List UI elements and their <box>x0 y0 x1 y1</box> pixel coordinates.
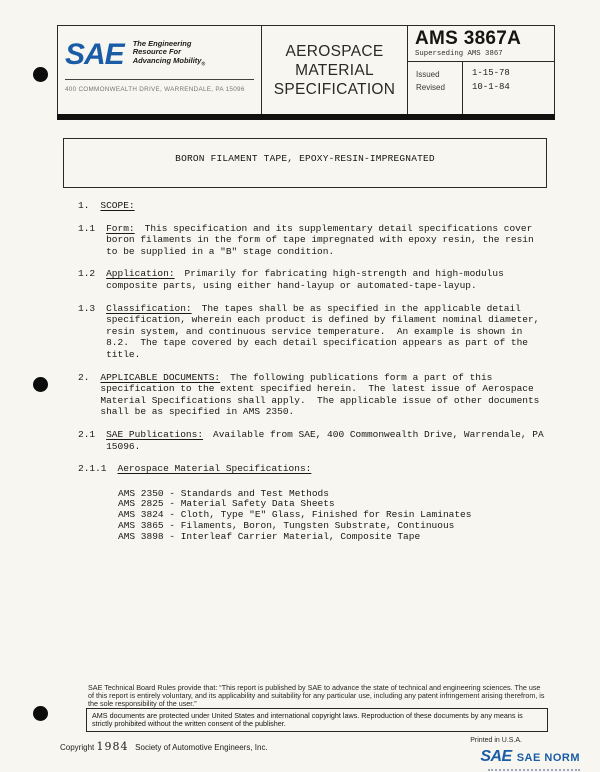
section-2-1-1 <box>78 463 546 475</box>
section-heading: Classification: <box>106 302 192 314</box>
copyright-owner: Society of Automotive Engineers, Inc. <box>135 743 268 752</box>
specification-type-title: AEROSPACE MATERIAL SPECIFICATION <box>273 42 396 98</box>
sae-norm-logo-row <box>480 748 580 766</box>
section-content <box>100 200 144 212</box>
punch-hole-bottom <box>33 706 48 721</box>
ams-list-item: AMS 3865 - Filaments, Boron, Tungsten Substrate, Continuous <box>118 520 455 532</box>
section-content <box>106 428 550 452</box>
section-1-1 <box>78 223 546 258</box>
issued-label: Issued <box>416 70 440 79</box>
ams-list-item: AMS 3824 - Cloth, Type "E" Glass, Finished for Resin Laminates <box>118 509 472 521</box>
document-header <box>57 25 555 114</box>
issued-date: 1-15-78 <box>472 68 510 78</box>
superseding-note: Superseding AMS 3867 <box>415 50 503 58</box>
publisher-logo-row <box>65 30 254 80</box>
section-content <box>106 223 546 258</box>
punch-hole-top <box>33 67 48 82</box>
section-text: This specification and its supplementary detail specifications cover boron filaments in the form of tape impregnated with epoxy resin, the resin to be supplied in a "B" stage condition. <box>106 222 540 257</box>
sae-norm-logo-text: SAE NORM <box>516 752 580 764</box>
sae-norm-logo-subline <box>488 768 580 771</box>
doc-number: AMS 3867A <box>415 28 522 49</box>
ams-list-item: AMS 2825 - Material Safety Data Sheets <box>118 498 335 510</box>
issue-dates <box>462 62 554 114</box>
revised-date: 10-1-84 <box>472 81 510 92</box>
section-text: The following publications form a part of this specification to the extent specified herein. The latest issue of Aerospace Material Specifications shall apply. The applicable issue of other documents shall be as specified in AMS 2350. <box>100 371 546 418</box>
doc-number-block <box>408 26 554 62</box>
sae-norm-logo-mark: SAE <box>480 748 512 765</box>
section-content <box>106 303 546 361</box>
section-number: 1.3 <box>78 302 96 314</box>
section-number: 1.2 <box>78 268 96 280</box>
section-1-3 <box>78 303 546 361</box>
revised-label: Revised <box>416 83 445 92</box>
section-text: Primarily for fabricating high-strength and high-modulus composite parts, using either hand-layup or automated-tape-layup. <box>106 268 510 291</box>
section-heading: Aerospace Material Specifications: <box>117 463 312 475</box>
section-heading: SAE Publications: <box>106 428 204 440</box>
section-1-2 <box>78 268 546 291</box>
copyright-notice-box: AMS documents are protected under United States and international copyright laws. Reproduction of these documents by any means is strictly prohibited without the written consent of the publisher. <box>86 708 548 732</box>
tagline-line-2: Resource For <box>132 47 182 57</box>
section-heading: Application: <box>106 268 175 280</box>
section-content <box>106 268 546 291</box>
sae-logo: SAE <box>65 37 124 71</box>
punch-hole-middle <box>33 377 48 392</box>
header-rule-bar <box>57 114 555 120</box>
section-heading: APPLICABLE DOCUMENTS: <box>100 371 221 383</box>
copyright-line <box>60 740 268 753</box>
ams-list-item: AMS 3898 - Interleaf Carrier Material, Composite Tape <box>118 530 421 542</box>
section-number: 1.1 <box>78 222 96 234</box>
section-text: The tapes shall be as specified in the applicable detail specification, wherein each product is defined by filament nominal diameter, resin system, and continuous service temperature. An example is shown in 8.2. The tape covered by each detail specification appears as part of the title. <box>106 302 546 360</box>
section-content <box>100 372 546 418</box>
publisher-address: 400 COMMONWEALTH DRIVE, WARRENDALE, PA 15096 <box>65 86 245 93</box>
tagline-line-3-text: Advancing Mobility <box>132 56 202 66</box>
technical-board-rules: SAE Technical Board Rules provide that: “This report is published by SAE to advance the state of technical and engineering sciences. The use of this report is entirely voluntary, and its applicability and suitability for any particular use, including any patent infringement arising therefrom, is the sole responsibility of the user.” <box>88 683 545 708</box>
section-content <box>118 463 322 475</box>
section-1 <box>78 200 546 212</box>
section-2-1 <box>78 428 550 452</box>
header-publisher-block <box>58 26 262 114</box>
ams-document-list <box>118 489 546 543</box>
section-number: 1. <box>78 200 90 211</box>
tagline-line-1: The Engineering <box>132 38 192 48</box>
document-body <box>78 200 550 543</box>
sae-tagline <box>133 40 205 69</box>
document-title-box <box>63 138 547 188</box>
header-number-block <box>408 26 554 114</box>
section-number: 2.1.1 <box>78 463 107 475</box>
section-heading: SCOPE: <box>100 200 135 211</box>
issue-dates-block <box>408 62 554 114</box>
document-title: BORON FILAMENT TAPE, EPOXY-RESIN-IMPREGNATED <box>175 153 435 164</box>
section-number: 2. <box>78 371 90 383</box>
copyright-label: Copyright <box>60 743 95 752</box>
tagline-line-3 <box>133 57 205 69</box>
header-title-block <box>262 26 408 114</box>
sae-norm-logo <box>480 748 580 771</box>
copyright-year: 1984 <box>96 740 129 753</box>
ams-list-item: AMS 2350 - Standards and Test Methods <box>118 487 329 499</box>
section-2 <box>78 372 546 418</box>
issue-labels <box>408 62 462 114</box>
registered-mark: ® <box>201 61 206 68</box>
section-text: Available from SAE, 400 Commonwealth Drive, Warrendale, PA 15096. <box>106 428 550 452</box>
printed-in-usa: Printed in U.S.A. <box>470 737 522 744</box>
section-heading: Form: <box>106 222 135 234</box>
section-number: 2.1 <box>78 428 96 440</box>
